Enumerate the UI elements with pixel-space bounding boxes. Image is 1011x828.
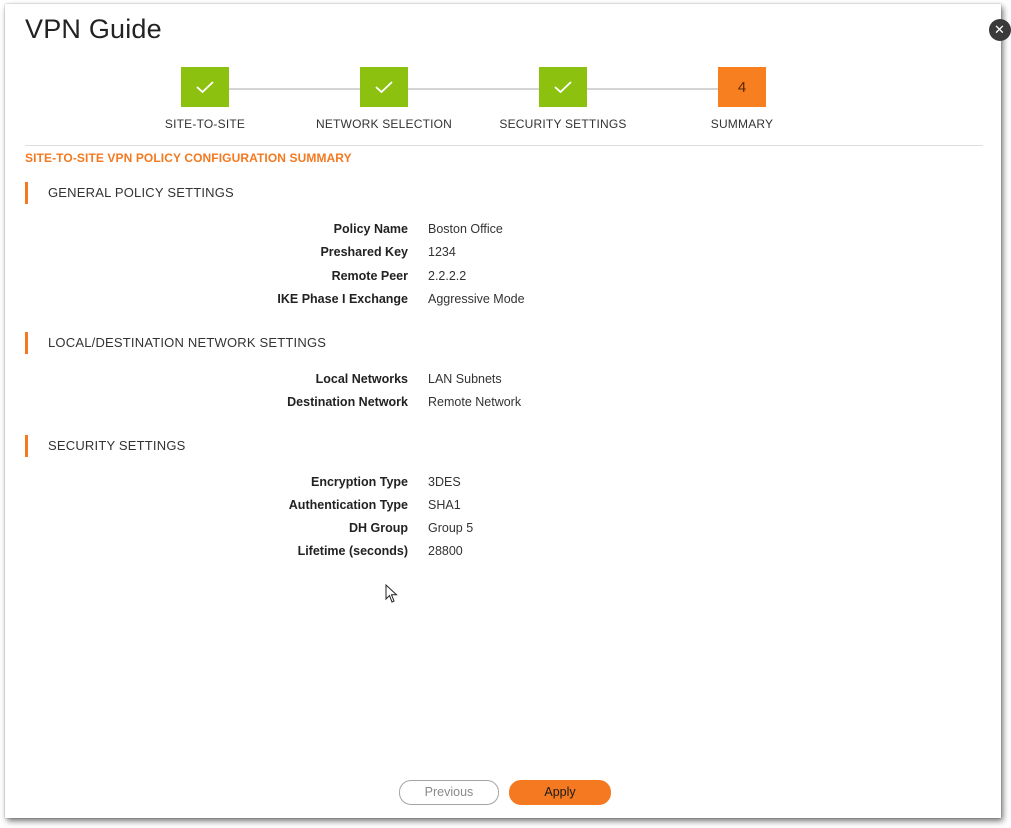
field-label: Authentication Type bbox=[288, 498, 408, 512]
field-value: 3DES bbox=[428, 475, 461, 489]
field-value: 1234 bbox=[428, 245, 456, 259]
step-security-settings-badge bbox=[539, 67, 587, 107]
close-icon[interactable]: ✕ bbox=[989, 19, 1011, 41]
field-label: Policy Name bbox=[333, 222, 408, 236]
field-label: Remote Peer bbox=[331, 269, 408, 283]
mouse-cursor-icon bbox=[385, 584, 399, 604]
divider bbox=[25, 145, 983, 146]
field-value: LAN Subnets bbox=[428, 372, 502, 386]
field-value: Remote Network bbox=[428, 395, 522, 409]
check-icon bbox=[195, 80, 215, 94]
check-icon bbox=[553, 80, 573, 94]
step-site-to-site-label: SITE-TO-SITE bbox=[164, 117, 246, 131]
section-title-general: GENERAL POLICY SETTINGS bbox=[25, 182, 234, 204]
step-network-selection[interactable] bbox=[304, 67, 464, 131]
section-title-network: LOCAL/DESTINATION NETWORK SETTINGS bbox=[25, 332, 326, 354]
field-value: 2.2.2.2 bbox=[428, 269, 467, 283]
field-value: Aggressive Mode bbox=[428, 292, 525, 306]
step-summary[interactable] bbox=[662, 67, 822, 131]
field-value: Group 5 bbox=[428, 521, 474, 535]
field-value: 28800 bbox=[428, 544, 463, 558]
field-label: Preshared Key bbox=[320, 245, 408, 259]
field-label: DH Group bbox=[348, 521, 408, 535]
step-site-to-site[interactable] bbox=[125, 67, 285, 131]
step-summary-label: SUMMARY bbox=[710, 117, 774, 131]
field-label: Destination Network bbox=[287, 395, 408, 409]
step-security-settings[interactable] bbox=[483, 67, 643, 131]
field-label: Encryption Type bbox=[310, 475, 408, 489]
field-value: SHA1 bbox=[428, 498, 461, 512]
field-label: Lifetime (seconds) bbox=[297, 544, 408, 558]
check-icon bbox=[374, 80, 394, 94]
previous-button[interactable]: Previous bbox=[399, 780, 499, 805]
step-security-settings-label: SECURITY SETTINGS bbox=[499, 117, 627, 131]
apply-button[interactable]: Apply bbox=[509, 780, 611, 805]
vpn-guide-dialog bbox=[5, 4, 1005, 818]
field-value: Boston Office bbox=[428, 222, 503, 236]
field-label: Local Networks bbox=[315, 372, 408, 386]
step-network-selection-badge bbox=[360, 67, 408, 107]
field-label: IKE Phase I Exchange bbox=[277, 292, 408, 306]
summary-heading: SITE-TO-SITE VPN POLICY CONFIGURATION SUMMARY bbox=[25, 151, 352, 165]
section-title-security: SECURITY SETTINGS bbox=[25, 435, 186, 457]
step-site-to-site-badge bbox=[181, 67, 229, 107]
step-network-selection-label: NETWORK SELECTION bbox=[315, 117, 453, 131]
step-summary-badge: 4 bbox=[718, 67, 766, 107]
dialog-title: VPN Guide bbox=[25, 14, 162, 44]
